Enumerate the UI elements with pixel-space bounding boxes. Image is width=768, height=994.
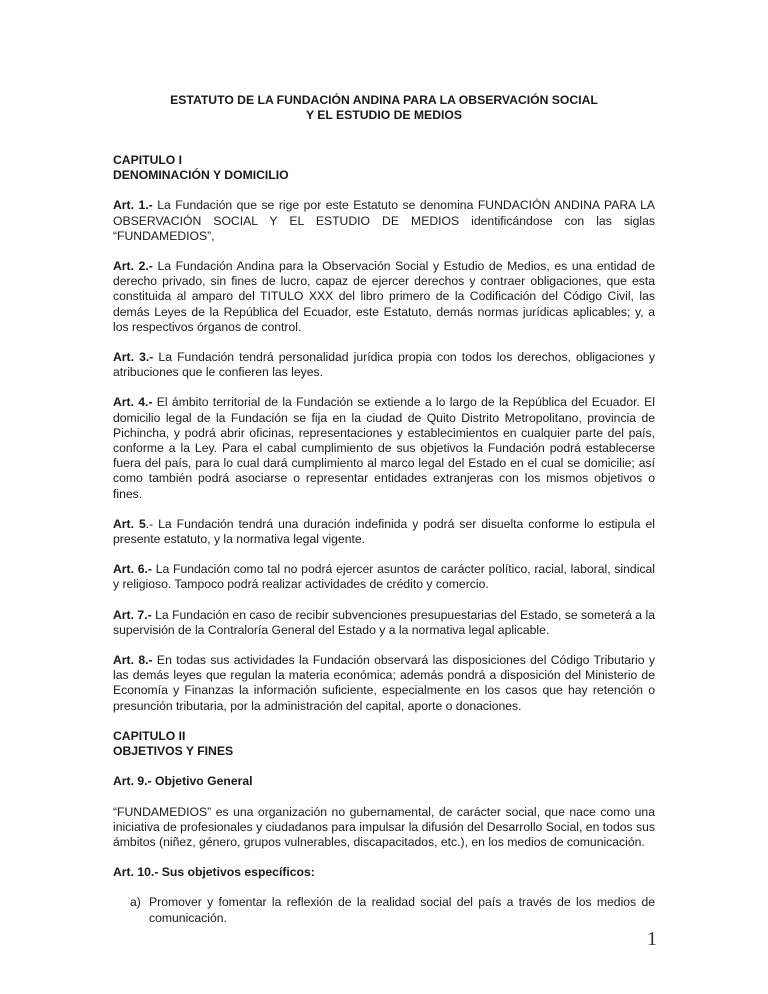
title-line-1: ESTATUTO DE LA FUNDACIÓN ANDINA PARA LA OBSERVACIÓN SOCIAL [170, 93, 598, 107]
article-3 [113, 350, 655, 380]
article-1 [113, 198, 655, 244]
article-label: Art. 6.- [113, 562, 152, 577]
chapter-heading-1 [113, 153, 655, 183]
article-5 [113, 517, 655, 547]
article-text: La Fundación como tal no podrá ejercer asuntos de carácter político, racial, laboral, sindical y religioso. Tampoco podrá realizar actividades de crédito y comercio. [113, 562, 655, 592]
chapter-name: DENOMINACIÓN Y DOMICILIO [113, 168, 289, 183]
article-9-text: “FUNDAMEDIOS” es una organización no gubernamental, de carácter social, que nace como una iniciativa de profesionales y ciudadanos para impulsar la difusión del Desarrollo Social, en todos sus ámbitos (niñez, género, grupos vulnerables, discapacitados, etc.), en los medios de comunicación. [113, 804, 655, 849]
chapter-name: OBJETIVOS Y FINES [113, 744, 234, 759]
chapter-number: CAPITULO I [113, 153, 183, 167]
article-4 [113, 395, 655, 501]
chapter-number: CAPITULO II [113, 728, 186, 743]
article-2 [113, 259, 655, 335]
article-text: El ámbito territorial de la Fundación se extiende a lo largo de la República del Ecuador. El domicilio legal de la Fundación se fija en la ciudad de Quito Distrito Metropolitano, provincia de Pichincha, y podrá abrir oficinas, representaciones y establecimientos en cualquier parte del país, conforme a la Ley. Para el cabal cumplimiento de sus objetivos la Fundación podrá establecerse fuera del país, para lo cual dará cumplimiento al marco legal del Estado en el cual se domicilie; así como también podrá asociarse o representar entidades extranjeras con los mismos objetivos o fines. [113, 395, 655, 501]
document-title [113, 93, 655, 123]
article-label: Art. 2.- [113, 259, 153, 274]
article-label: Art. 8.- [113, 653, 153, 668]
article-text: La Fundación Andina para la Observación Social y Estudio de Medios, es una entidad de derecho privado, sin fines de lucro, capaz de ejercer derechos y contraer obligaciones, que esta constituida al amparo del TITULO XXX del libro primero de la Codificación del Código Civil, las demás Leyes de la República del Ecuador, este Estatuto, demás normas jurídicas aplicables; y, a los respectivos órganos de control. [113, 259, 655, 334]
title-line-2: Y EL ESTUDIO DE MEDIOS [306, 108, 462, 122]
article-label: Art. 7.- [113, 607, 152, 622]
article-8 [113, 653, 655, 714]
article-text: La Fundación en caso de recibir subvenciones presupuestarias del Estado, se someterá a la supervisión de la Contraloría General del Estado y a la normativa legal aplicable. [113, 607, 655, 637]
specific-objectives-list [113, 895, 655, 925]
article-text: .- La Fundación tendrá una duración indefinida y podrá ser disuelta conforme lo estipula el presente estatuto, y la normativa legal vigente. [113, 516, 655, 547]
article-label: Art. 4.- [113, 395, 153, 410]
article-7 [113, 608, 655, 638]
article-10-heading: Art. 10.- Sus objetivos específicos: [113, 865, 315, 880]
article-6 [113, 562, 655, 592]
article-text: La Fundación que se rige por este Estatuto se denomina FUNDACIÓN ANDINA PARA LA OBSERVACIÓN SOCIAL Y EL ESTUDIO DE MEDIOS identificándose con las siglas “FUNDAMEDIOS”, [113, 198, 655, 243]
chapter-heading-2 [113, 729, 655, 759]
list-marker: a) [130, 895, 141, 910]
list-item-text: Promover y fomentar la reflexión de la realidad social del país a través de los medios de comunicación. [149, 895, 655, 925]
page-number: 1 [647, 928, 657, 950]
article-9-heading: Art. 9.- Objetivo General [113, 774, 253, 789]
list-item [130, 895, 655, 925]
article-label: Art. 3.- [113, 350, 154, 365]
article-text: En todas sus actividades la Fundación observará las disposiciones del Código Tributario y las demás leyes que regulan la materia económica; además pondrá a disposición del Ministerio de Economía y Finanzas la información suficiente, especialmente en los casos que hay retención o presunción tributaria, por la administración del capital, aporte o donaciones. [113, 653, 655, 713]
article-text: La Fundación tendrá personalidad jurídica propia con todos los derechos, obligaciones y atribuciones que le confieren las leyes. [113, 350, 655, 380]
article-label: Art. 1.- [113, 198, 153, 213]
article-label: Art. 5 [113, 516, 146, 531]
document-body [113, 93, 655, 941]
